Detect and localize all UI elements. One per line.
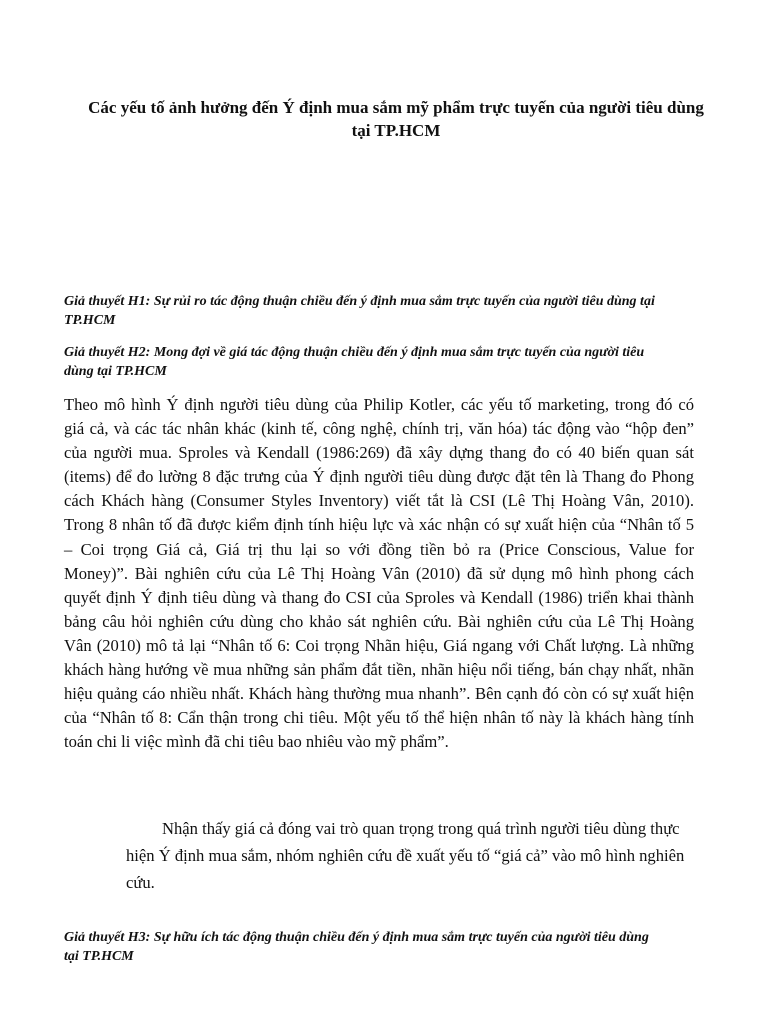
body-line: – Coi trọng Giá cả, Giá trị thu lại so với đồng tiền bỏ ra (Price Conscious, Value for xyxy=(64,539,694,559)
indented-paragraph xyxy=(126,815,694,896)
body-line: Trong 8 nhân tố đã được kiểm định tính hiệu lực và xác nhận có sự xuất hiện của “Nhân tố 5 xyxy=(64,515,694,535)
hypothesis-h3-line-2: tại TP.HCM xyxy=(64,949,134,964)
page-title xyxy=(56,96,736,142)
body-line: Vân (2010) mô tả lại “Nhân tố 6: Coi trọng Nhãn hiệu, Giá ngang với Chất lượng. Là những xyxy=(64,635,694,655)
indented-line: cứu. xyxy=(126,873,155,892)
hypothesis-h3 xyxy=(64,928,724,966)
body-line: Money)”. Bài nghiên cứu của Lê Thị Hoàng Vân (2010) đã sử dụng mô hình phong cách xyxy=(64,563,694,583)
body-line: giá cả, và các tác nhân khác (kinh tế, công nghệ, chính trị, văn hóa) tác động vào “hộp đen” xyxy=(64,419,694,439)
hypothesis-h2 xyxy=(64,343,724,381)
hypothesis-h1-line-1: Giả thuyết H1: Sự rủi ro tác động thuận chiều đến ý định mua sắm trực tuyến của người tiêu dùng tại xyxy=(64,294,655,309)
title-line-2: tại TP.HCM xyxy=(351,121,441,140)
indented-line: Nhận thấy giá cả đóng vai trò quan trọng trong quá trình người tiêu dùng thực xyxy=(162,819,680,838)
body-line: cách Khách hàng (Consumer Styles Inventory) viết tắt là CSI (Lê Thị Hoàng Vân, 2010). xyxy=(64,491,694,511)
body-line: (items) để đo lường 8 đặc trưng của Ý định người tiêu dùng được đặt tên là Thang đo Phong xyxy=(64,467,694,487)
body-line: hiệu quảng cáo nhiều nhất. Khách hàng thường mua nhanh”. Bên cạnh đó còn có sự xuất hiện xyxy=(64,684,694,704)
hypothesis-h1 xyxy=(64,292,724,330)
body-line: quyết định Ý định tiêu dùng và thang đo CSI của Sproles và Kendall (1986) triển khai thành xyxy=(64,587,694,607)
body-line: của người mua. Sproles và Kendall (1986:269) đã xây dựng thang đo có 40 biến quan sát xyxy=(64,443,694,463)
body-line: khách hàng hướng về mua những sản phẩm đắt tiền, nhãn hiệu nổi tiếng, bán chạy nhất, nhãn xyxy=(64,660,694,680)
indented-line: hiện Ý định mua sắm, nhóm nghiên cứu đề xuất yếu tố “giá cả” vào mô hình nghiên xyxy=(126,846,685,865)
body-paragraph xyxy=(64,393,694,754)
hypothesis-h2-line-2: dùng tại TP.HCM xyxy=(64,364,167,379)
body-line: toán chi li việc mình đã chi tiêu bao nhiêu vào mỹ phẩm”. xyxy=(64,732,449,752)
hypothesis-h2-line-1: Giả thuyết H2: Mong đợi về giá tác động thuận chiều đến ý định mua sắm trực tuyến của người tiêu xyxy=(64,345,645,360)
hypothesis-h3-line-1: Giả thuyết H3: Sự hữu ích tác động thuận chiều đến ý định mua sắm trực tuyến của người tiêu dùng xyxy=(64,930,649,945)
hypothesis-h1-line-2: TP.HCM xyxy=(64,313,116,328)
body-line: Theo mô hình Ý định người tiêu dùng của Philip Kotler, các yếu tố marketing, trong đó có xyxy=(64,395,694,414)
title-line-1: Các yếu tố ảnh hưởng đến Ý định mua sắm mỹ phẩm trực tuyến của người tiêu dùng xyxy=(88,98,704,117)
body-line: của “Nhân tố 8: Cẩn thận trong chi tiêu. Một yếu tố thể hiện nhân tố này là khách hàng tính xyxy=(64,708,694,728)
body-line: bảng câu hỏi nghiên cứu dùng cho khảo sát nghiên cứu. Bài nghiên cứu của Lê Thị Hoàng xyxy=(64,611,694,631)
